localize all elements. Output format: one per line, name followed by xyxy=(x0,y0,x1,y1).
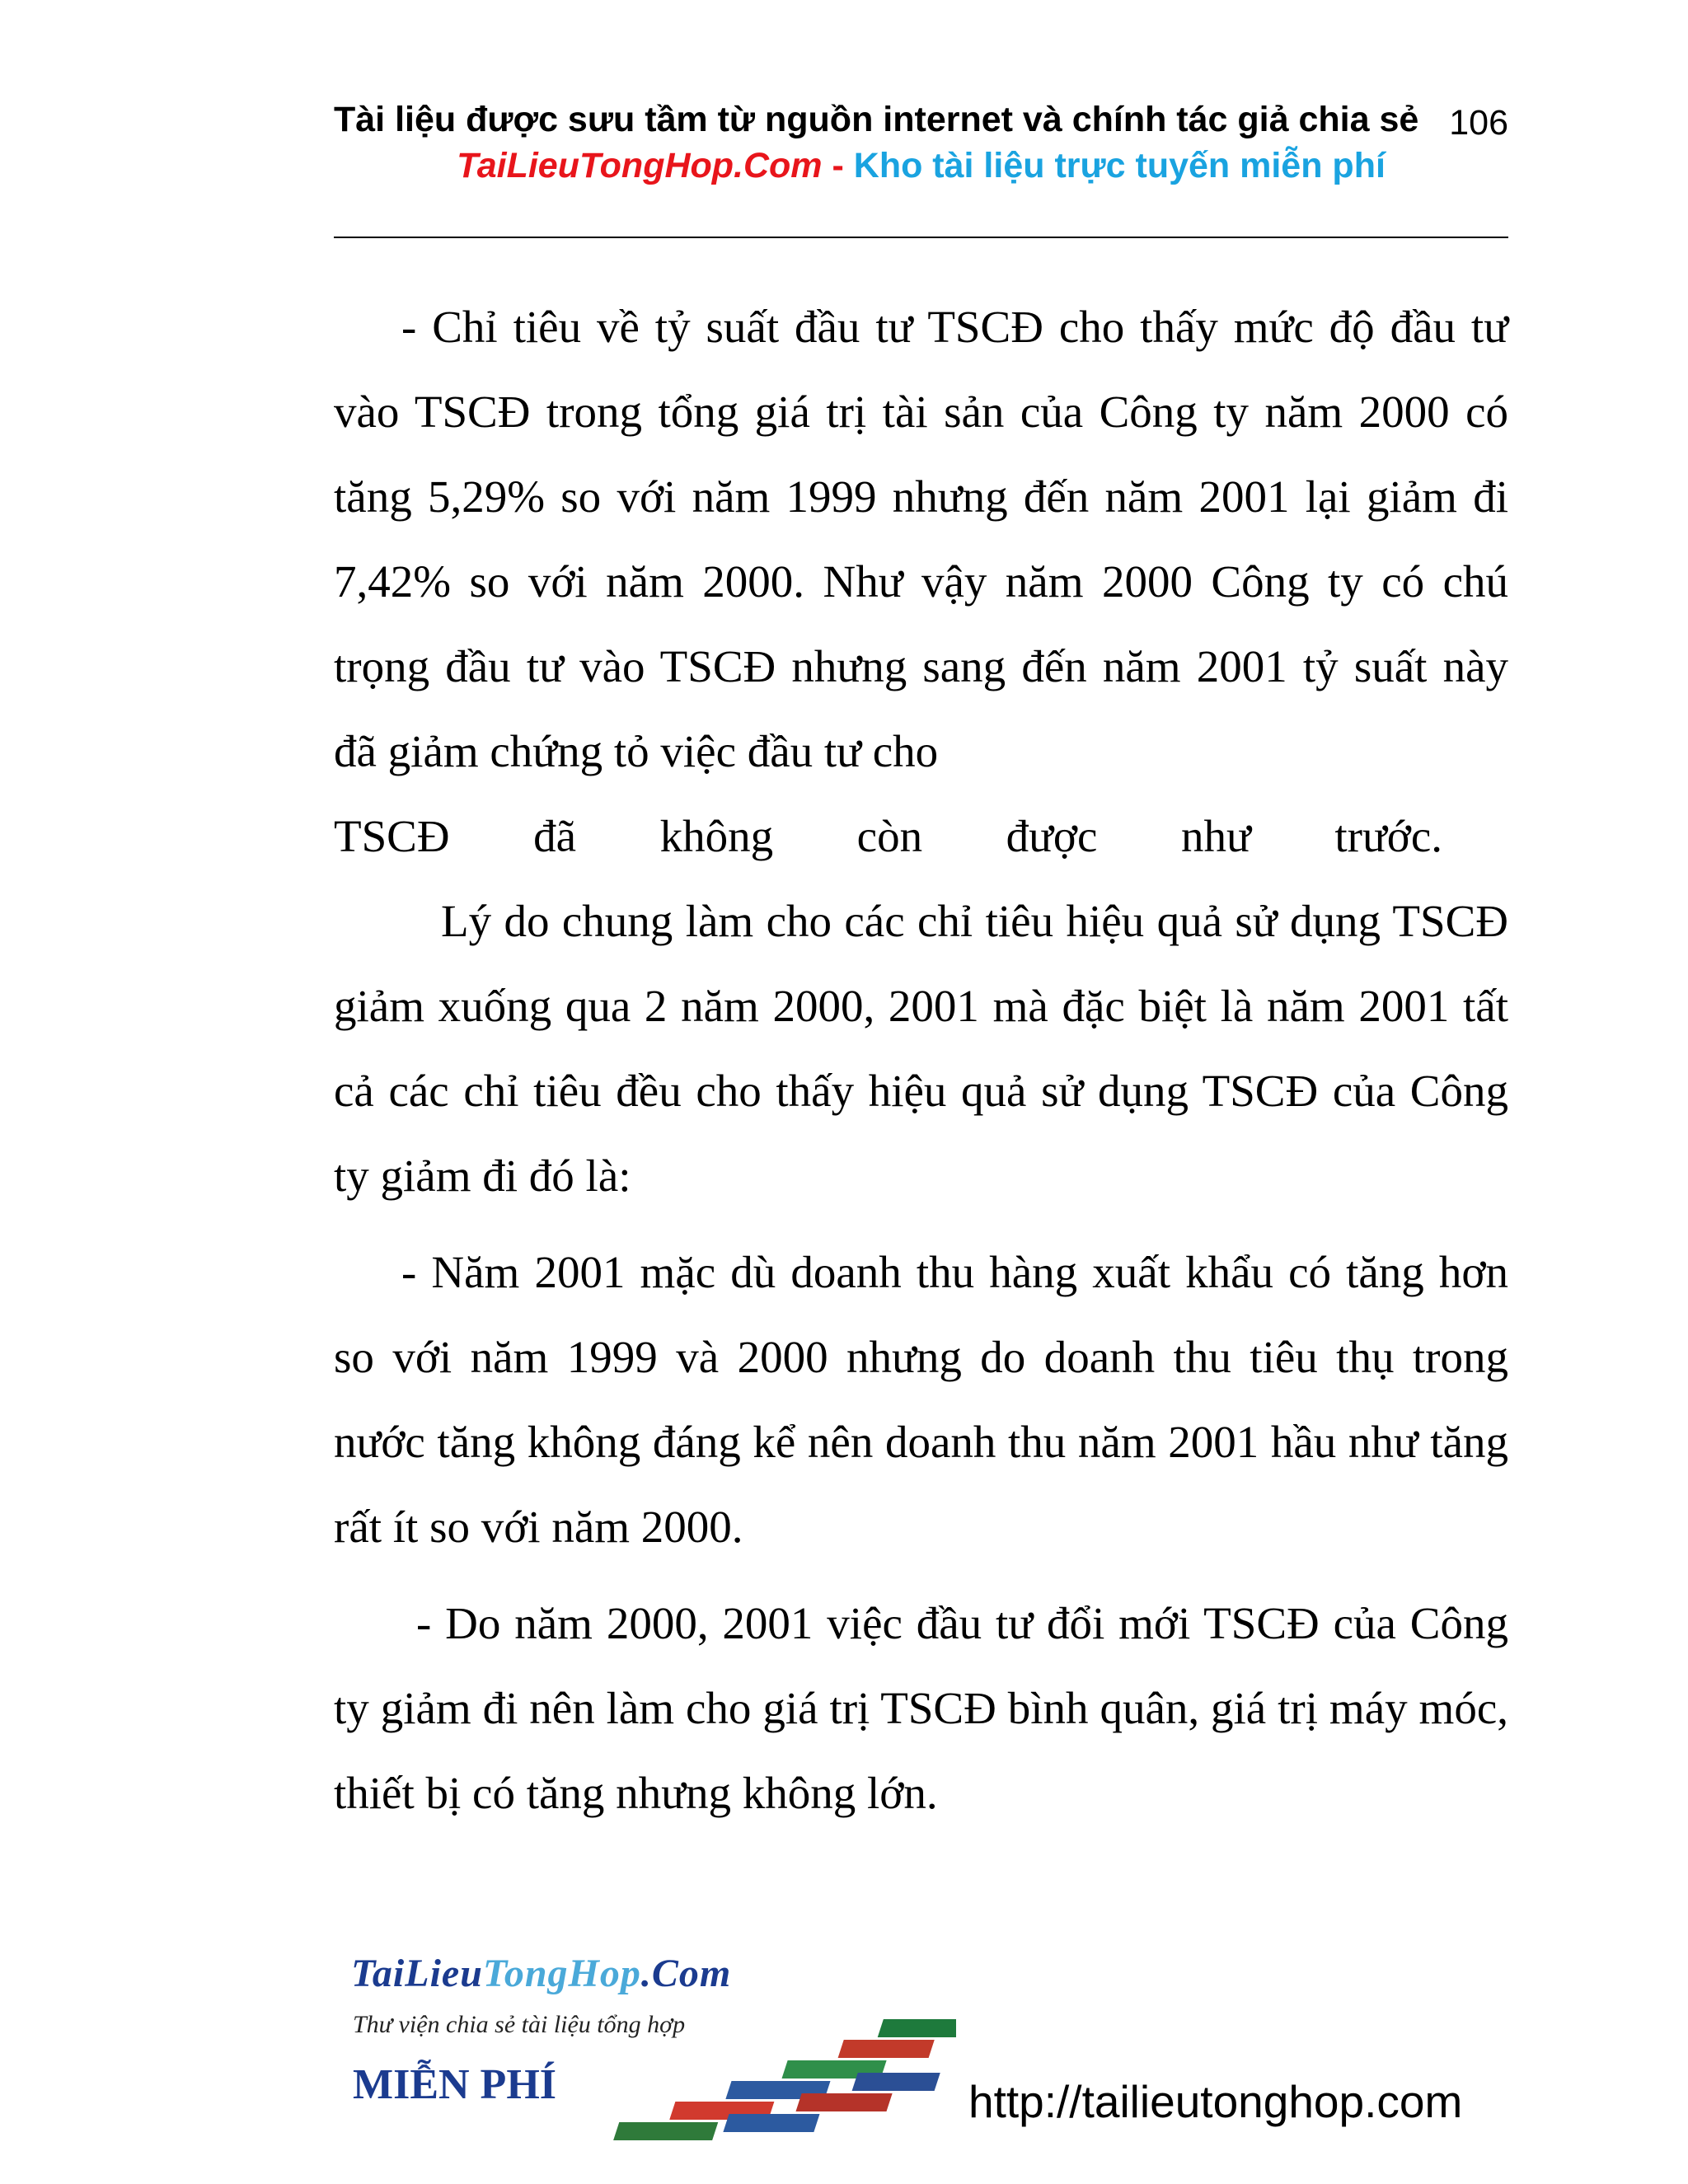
word: như xyxy=(1180,811,1251,861)
word: được xyxy=(1006,811,1098,861)
logo-free-label: MIỄN PHÍ xyxy=(353,2061,556,2108)
word: trước. xyxy=(1334,811,1442,861)
paragraph-last-line xyxy=(334,794,1508,879)
books-icon xyxy=(585,1999,956,2147)
header-tagline: Kho tài liệu trực tuyến miễn phí xyxy=(853,146,1386,185)
word: đã xyxy=(533,811,577,861)
paragraph-general-reason: Lý do chung làm cho các chỉ tiêu hiệu quả sử dụng TSCĐ giảm xuống qua 2 năm 2000, 2001 mà đặc biệt là năm 2001 tất cả các chỉ tiêu đều cho thấy hiệu quả sử dụng TSCĐ của Công ty giảm đi đó là: xyxy=(334,896,1508,1201)
paragraph-fixed-assets: - Do năm 2000, 2001 việc đầu tư đổi mới TSCĐ của Công ty giảm đi nên làm cho giá trị TSCĐ bình quân, giá trị máy móc, thiết bị có tăng nhưng không lớn. xyxy=(334,1598,1508,1818)
paragraph-investment-ratio: - Chỉ tiêu về tỷ suất đầu tư TSCĐ cho thấy mức độ đầu tư vào TSCĐ trong tổng giá trị tài sản của Công ty năm 2000 có tăng 5,29% so với năm 1999 nhưng đến năm 2001 lại giảm đi 7,42% so với năm 2000. Như vậy năm 2000 Công ty có chú trọng đầu tư vào TSCĐ nhưng sang đến năm 2001 tỷ suất này đã giảm chứng tỏ việc đầu tư cho xyxy=(334,302,1508,776)
page-number: 106 xyxy=(1449,103,1508,143)
paragraph-revenue: - Năm 2001 mặc dù doanh thu hàng xuất khẩu có tăng hơn so với năm 1999 và 2000 nhưng do doanh thu tiêu thụ trong nước tăng không đáng kể nên doanh thu năm 2001 hầu như tăng rất ít so với năm 2000. xyxy=(334,1247,1508,1552)
header-source-note: Tài liệu được sưu tầm từ nguồn internet và chính tác giả chia sẻ xyxy=(334,100,1419,139)
logo-wordmark: TaiLieuTongHop.Com xyxy=(351,1952,732,1995)
footer-logo[interactable] xyxy=(346,1949,956,2151)
header-separator: - xyxy=(822,146,854,185)
logo-tagline: Thư viện chia sẻ tài liệu tổng hợp xyxy=(353,2011,686,2038)
word: TSCĐ xyxy=(334,811,450,861)
word: còn xyxy=(856,811,923,861)
footer-url[interactable]: http://tailieutonghop.com xyxy=(968,2076,1463,2127)
page-header xyxy=(334,99,1508,239)
header-site-line xyxy=(334,145,1508,186)
document-body xyxy=(334,284,1508,1835)
header-divider xyxy=(334,237,1508,238)
word: không xyxy=(659,811,774,861)
header-site-name[interactable]: TaiLieuTongHop.Com xyxy=(457,146,823,185)
